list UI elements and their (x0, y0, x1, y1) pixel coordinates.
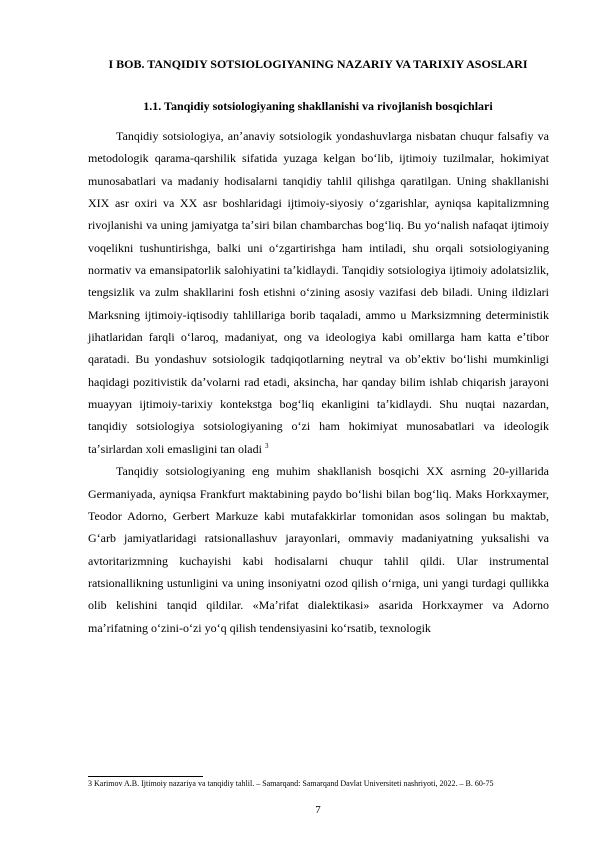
footnote-divider (88, 776, 203, 777)
section-title: 1.1. Tanqidiy sotsiologiyaning shakllanishi va rivojlanish bosqichlari (143, 99, 493, 113)
body-text (88, 125, 549, 639)
paragraph-2-text: Tanqidiy sotsiologiyaning eng muhim shakllanish bosqichi XX asrning 20-yillarida Germaniyada, ayniqsa Frankfurt maktabining paydo boʻlishi bilan bogʻliq. Maks Horkxaymer, Teodor Adorno, Gerbert Markuze kabi mutafakkirlar tomonidan asos solingan bu maktab, Gʻarb jamiyatlaridagi ratsionallashuv jarayonlari, ommaviy madaniyatning yuksalishi va avtoritarizmning kuchayishi kabi hodisalarni chuqur tahlil qildi. Ular instrumental ratsionallikning ustunligini va uning insoniyatni ozod qilish oʻrniga, uni yangi turdagi qullikka olib kelishini tanqid qildilar. «Maʼrifat dialektikasi» asarida Horkxaymer va Adorno maʼrifatning oʻzini-oʻzi yoʻq qilish tendensiyasini koʻrsatib, texnologik (88, 464, 549, 635)
paragraph-1-text: Tanqidiy sotsiologiya, anʼanaviy sotsiologik yondashuvlarga nisbatan chuqur falsafiy va metodologik qarama-qarshilik sifatida yuzaga kelgan boʻlib, ijtimoiy tuzilmalar, hokimiyat munosabatlari va madaniy hodisalarni tanqidiy tahlil qilishga qaratilgan. Uning shakllanishi XIX asr oxiri va XX asr boshlaridagi ijtimoiy-siyosiy oʻzgarishlar, ayniqsa kapitalizmning rivojlanishi va uning jamiyatga taʼsiri bilan chambarchas bogʻliq. Bu yoʻnalish nafaqat ijtimoiy voqelikni tushuntirishga, balki uni oʻzgartirishga ham intiladi, shu orqali sotsiologiyaning normativ va emansipatorlik salohiyatini taʼkidlaydi. Tanqidiy sotsiologiya ijtimoiy adolatsizlik, tengsizlik va zulm shakllarini fosh etishni oʻzining asosiy vazifasi deb biladi. Uning ildizlari Marksning ijtimoiy-iqtisodiy tahlillariga borib taqaladi, ammo u Marksizmning deterministik jihatlaridan farqli oʻlaroq, madaniyat, ong va ideologiya kabi omillarga ham katta eʼtibor qaratadi. Bu yondashuv sotsiologik tadqiqotlarning neytral va obʼektiv boʻlishi mumkinligi haqidagi pozitivistik daʼvolarni rad etadi, aksincha, har qanday bilim ishlab chiqarish jarayoni muayyan ijtimoiy-tarixiy kontekstga bogʻliq ekanligini taʼkidlaydi. Shu nuqtai nazardan, tanqidiy sotsiologiya sotsiologiyaning oʻzi ham hokimiyat munosabatlari va ideologik taʼsirlardan xoli emasligini tan oladi (88, 129, 549, 456)
footnote: 3 Karimov A.B. Ijtimoiy nazariya va tanqidiy tahlil. – Samarqand: Samarqand Davlat Universiteti nashriyoti, 2022. – B. 60-75 (88, 779, 494, 788)
paragraph-2 (88, 460, 549, 639)
chapter-title: I BOB. TANQIDIY SOTSIOLOGIYANING NAZARIY VA TARIXIY ASOSLARI (108, 57, 528, 71)
footnote-reference[interactable]: 3 (264, 441, 269, 450)
paragraph-1 (88, 125, 549, 460)
page-number: 7 (315, 804, 321, 816)
